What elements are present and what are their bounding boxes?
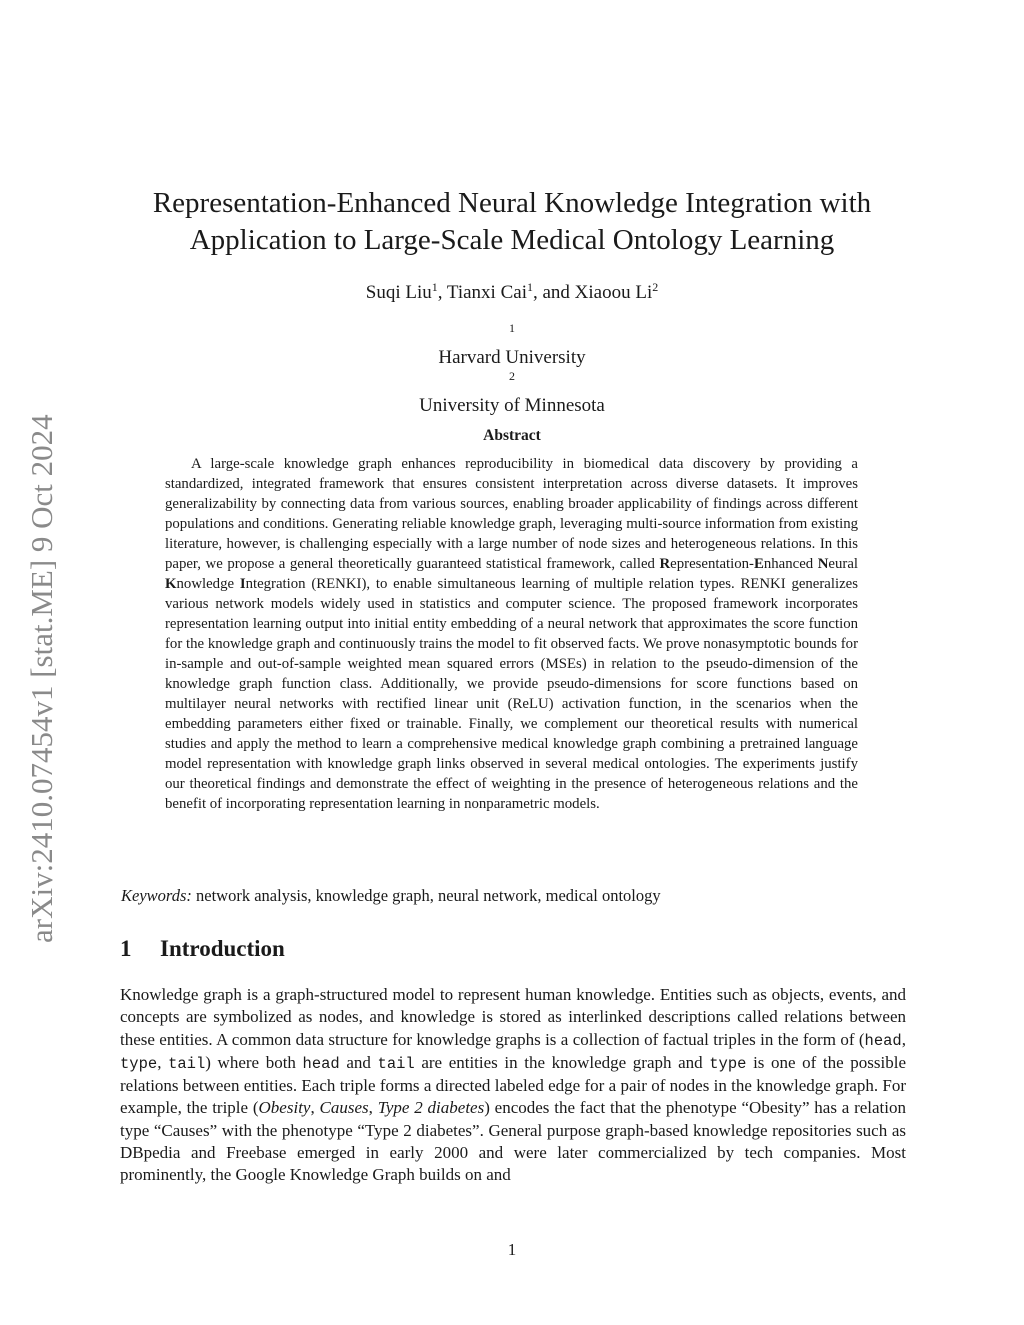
section-title: Introduction (160, 936, 285, 961)
intro-text: , (310, 1098, 320, 1118)
page-number: 1 (507, 1240, 517, 1259)
acronym-letter: R (659, 556, 671, 572)
abstract-text: nhanced (763, 556, 818, 572)
section-heading (120, 936, 285, 962)
intro-text: are entities in the knowledge graph and (414, 1052, 710, 1072)
abstract-text: A large-scale knowledge graph enhances reproducibility in biomedical data discovery by providing a standardized, integrated framework that ensures consistent interpretation across diverse datasets. It improves generalizability by connecting data from various sources, enabling broader applicability of findings across different populations and conditions. Generating reliable knowledge graph, leveraging multi-source information from existing literature, however, is challenging especially with a large number of node sizes and heterogeneous relations. In this paper, we propose a general theoretically guaranteed statistical framework, called (165, 456, 858, 572)
author-name: Suqi Liu (365, 282, 432, 303)
affiliation (120, 322, 904, 370)
acronym-letter: E (753, 556, 764, 572)
code-term: type (709, 1054, 747, 1073)
affiliation-name: Harvard University (438, 347, 586, 368)
code-term: head (302, 1054, 340, 1073)
intro-text: is one of the possible relations between entities. Each triple forms a directed labeled edge for a pair of nodes in the knowledge graph. For example, the triple ( (120, 1052, 907, 1118)
intro-text: Knowledge graph is a graph-structured model to represent human knowledge. Entities such as objects, events, and concepts are symbolized as nodes, and knowledge is stored as interlinked descriptions called relations between these entities. A common data structure for knowledge graphs is a collection of factual triples in the form of ( (120, 985, 906, 1049)
intro-text: , (368, 1098, 378, 1118)
acronym-letter: N (817, 556, 829, 572)
intro-text: , (901, 1029, 906, 1049)
intro-text: ) where both (205, 1052, 303, 1072)
keywords (121, 886, 901, 906)
code-term: type (120, 1054, 158, 1073)
keywords-label: Keywords: (121, 886, 192, 905)
affiliation-mark: 2 (652, 280, 659, 294)
abstract-text: ntegration (245, 576, 306, 592)
introduction-paragraph (120, 984, 906, 1187)
author-list (120, 282, 904, 304)
code-term: head (864, 1031, 902, 1050)
abstract-body (165, 454, 858, 814)
code-term: tail (377, 1054, 415, 1073)
affiliation-mark: 2 (509, 369, 515, 383)
abstract-text: eural (828, 556, 858, 572)
affiliation-name: University of Minnesota (419, 395, 605, 416)
paper-title (120, 185, 904, 259)
author-name: Xiaoou Li (574, 282, 653, 303)
abstract-text: (RENKI), to enable simultaneous learning of multiple relation types. RENKI generalizes various network models widely used in statistics and computer science. The proposed framework incorporates representation learning output into initial entity embedding of a neural network that approximates the score function for the knowledge graph and continuously trains the model to fit observed facts. We prove nonasymptotic bounds for in-sample and out-of-sample weighted mean squared errors (MSEs) in relation to the pseudo-dimension of the knowledge graph function class. Additionally, we provide pseudo-dimensions for score functions based on multilayer neural networks with rectified linear unit (ReLU) activation function, in the scenarios when the embedding parameters either fixed or trainable. Finally, we complement our theoretical results with numerical studies and apply the method to learn a comprehensive medical knowledge graph combining a pretrained language model representation with knowledge graph links observed in several medical ontologies. The experiments justify our theoretical findings and demonstrate the effect of weighting in the presence of heterogeneous relations and the benefit of incorporating representation learning in nonparametric models. (165, 576, 858, 812)
title-line: Application to Large-Scale Medical Ontology Learning (189, 224, 835, 256)
affiliation-mark: 1 (509, 321, 515, 335)
intro-text: , (157, 1052, 169, 1072)
affiliation (120, 370, 904, 418)
example-term: Type 2 diabetes (377, 1098, 485, 1118)
abstract-heading: Abstract (483, 427, 541, 444)
acronym-letter: K (165, 576, 177, 592)
author-name: Tianxi Cai (446, 282, 527, 303)
author-separator: , and (532, 282, 575, 303)
code-term: tail (168, 1054, 206, 1073)
abstract-text: nowledge (176, 576, 240, 592)
example-term: Causes (319, 1098, 369, 1118)
intro-text: ) encodes the fact that the phenotype “Obesity” has a relation type “Causes” with the phenotype “Type 2 diabetes”. General purpose graph-based knowledge repositories such as DBpedia and Freebase emerged in early 2000 and were later commercialized by tech companies. Most prominently, the Google Knowledge Graph builds on and (120, 1098, 907, 1185)
keywords-text: network analysis, knowledge graph, neural network, medical ontology (191, 886, 661, 905)
affiliation-mark: 1 (526, 280, 533, 294)
arxiv-identifier: arXiv:2410.07454v1 [stat.ME] 9 Oct 2024 (24, 414, 59, 943)
acronym-letter: I (239, 576, 246, 592)
example-term: Obesity (258, 1098, 311, 1118)
author-separator: , (437, 282, 447, 303)
affiliation-mark: 1 (431, 280, 438, 294)
title-line: Representation-Enhanced Neural Knowledge Integration with (152, 187, 872, 219)
abstract-text: epresentation- (670, 556, 754, 572)
affiliation-list (120, 322, 904, 418)
section-number: 1 (120, 936, 132, 961)
intro-text: and (339, 1052, 378, 1072)
